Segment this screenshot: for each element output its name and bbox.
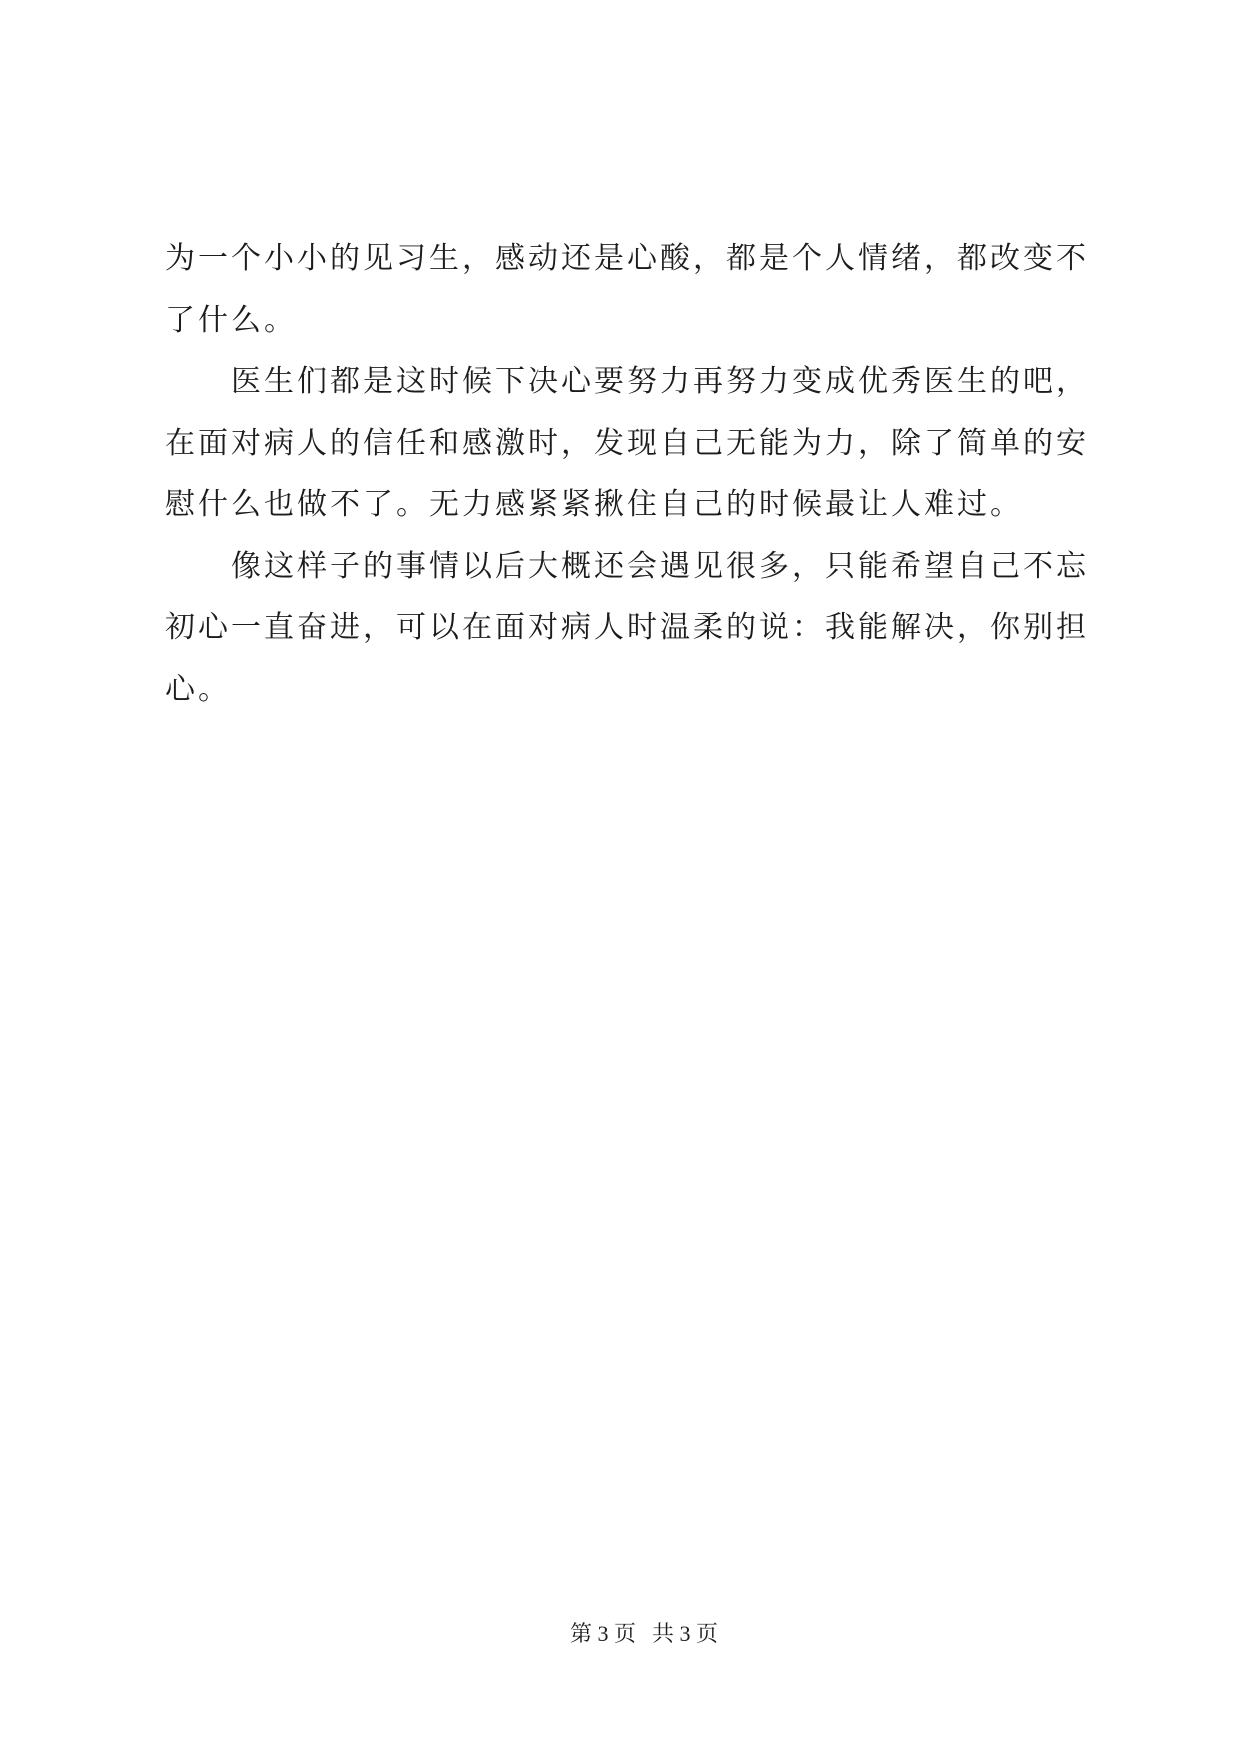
text-line: 医生们都是这时候下决心要努力再努力变成优秀医生的吧， <box>231 365 1089 398</box>
page-footer <box>570 1619 718 1649</box>
page-total: 共 3 页 <box>652 1621 719 1646</box>
text-line: 初心一直奋进，可以在面对病人时温柔的说：我能解决，你别担 <box>165 611 1089 644</box>
text-line: 慰什么也做不了。无力感紧紧揪住自己的时候最让人难过。 <box>165 488 1023 521</box>
body-text <box>165 228 1105 720</box>
text-line: 了什么。 <box>165 303 297 337</box>
text-line: 心。 <box>165 672 231 706</box>
text-line: 像这样子的事情以后大概还会遇见很多，只能希望自己不忘 <box>231 549 1089 583</box>
page-number: 第 3 页 <box>570 1621 637 1646</box>
text-line: 为一个小小的见习生，感动还是心酸，都是个人情绪，都改变不 <box>165 242 1089 275</box>
paragraph-1 <box>165 228 1105 351</box>
text-line: 在面对病人的信任和感激时，发现自己无能为力，除了简单的安 <box>165 426 1089 460</box>
paragraph-2 <box>165 351 1105 536</box>
paragraph-3 <box>165 536 1105 721</box>
